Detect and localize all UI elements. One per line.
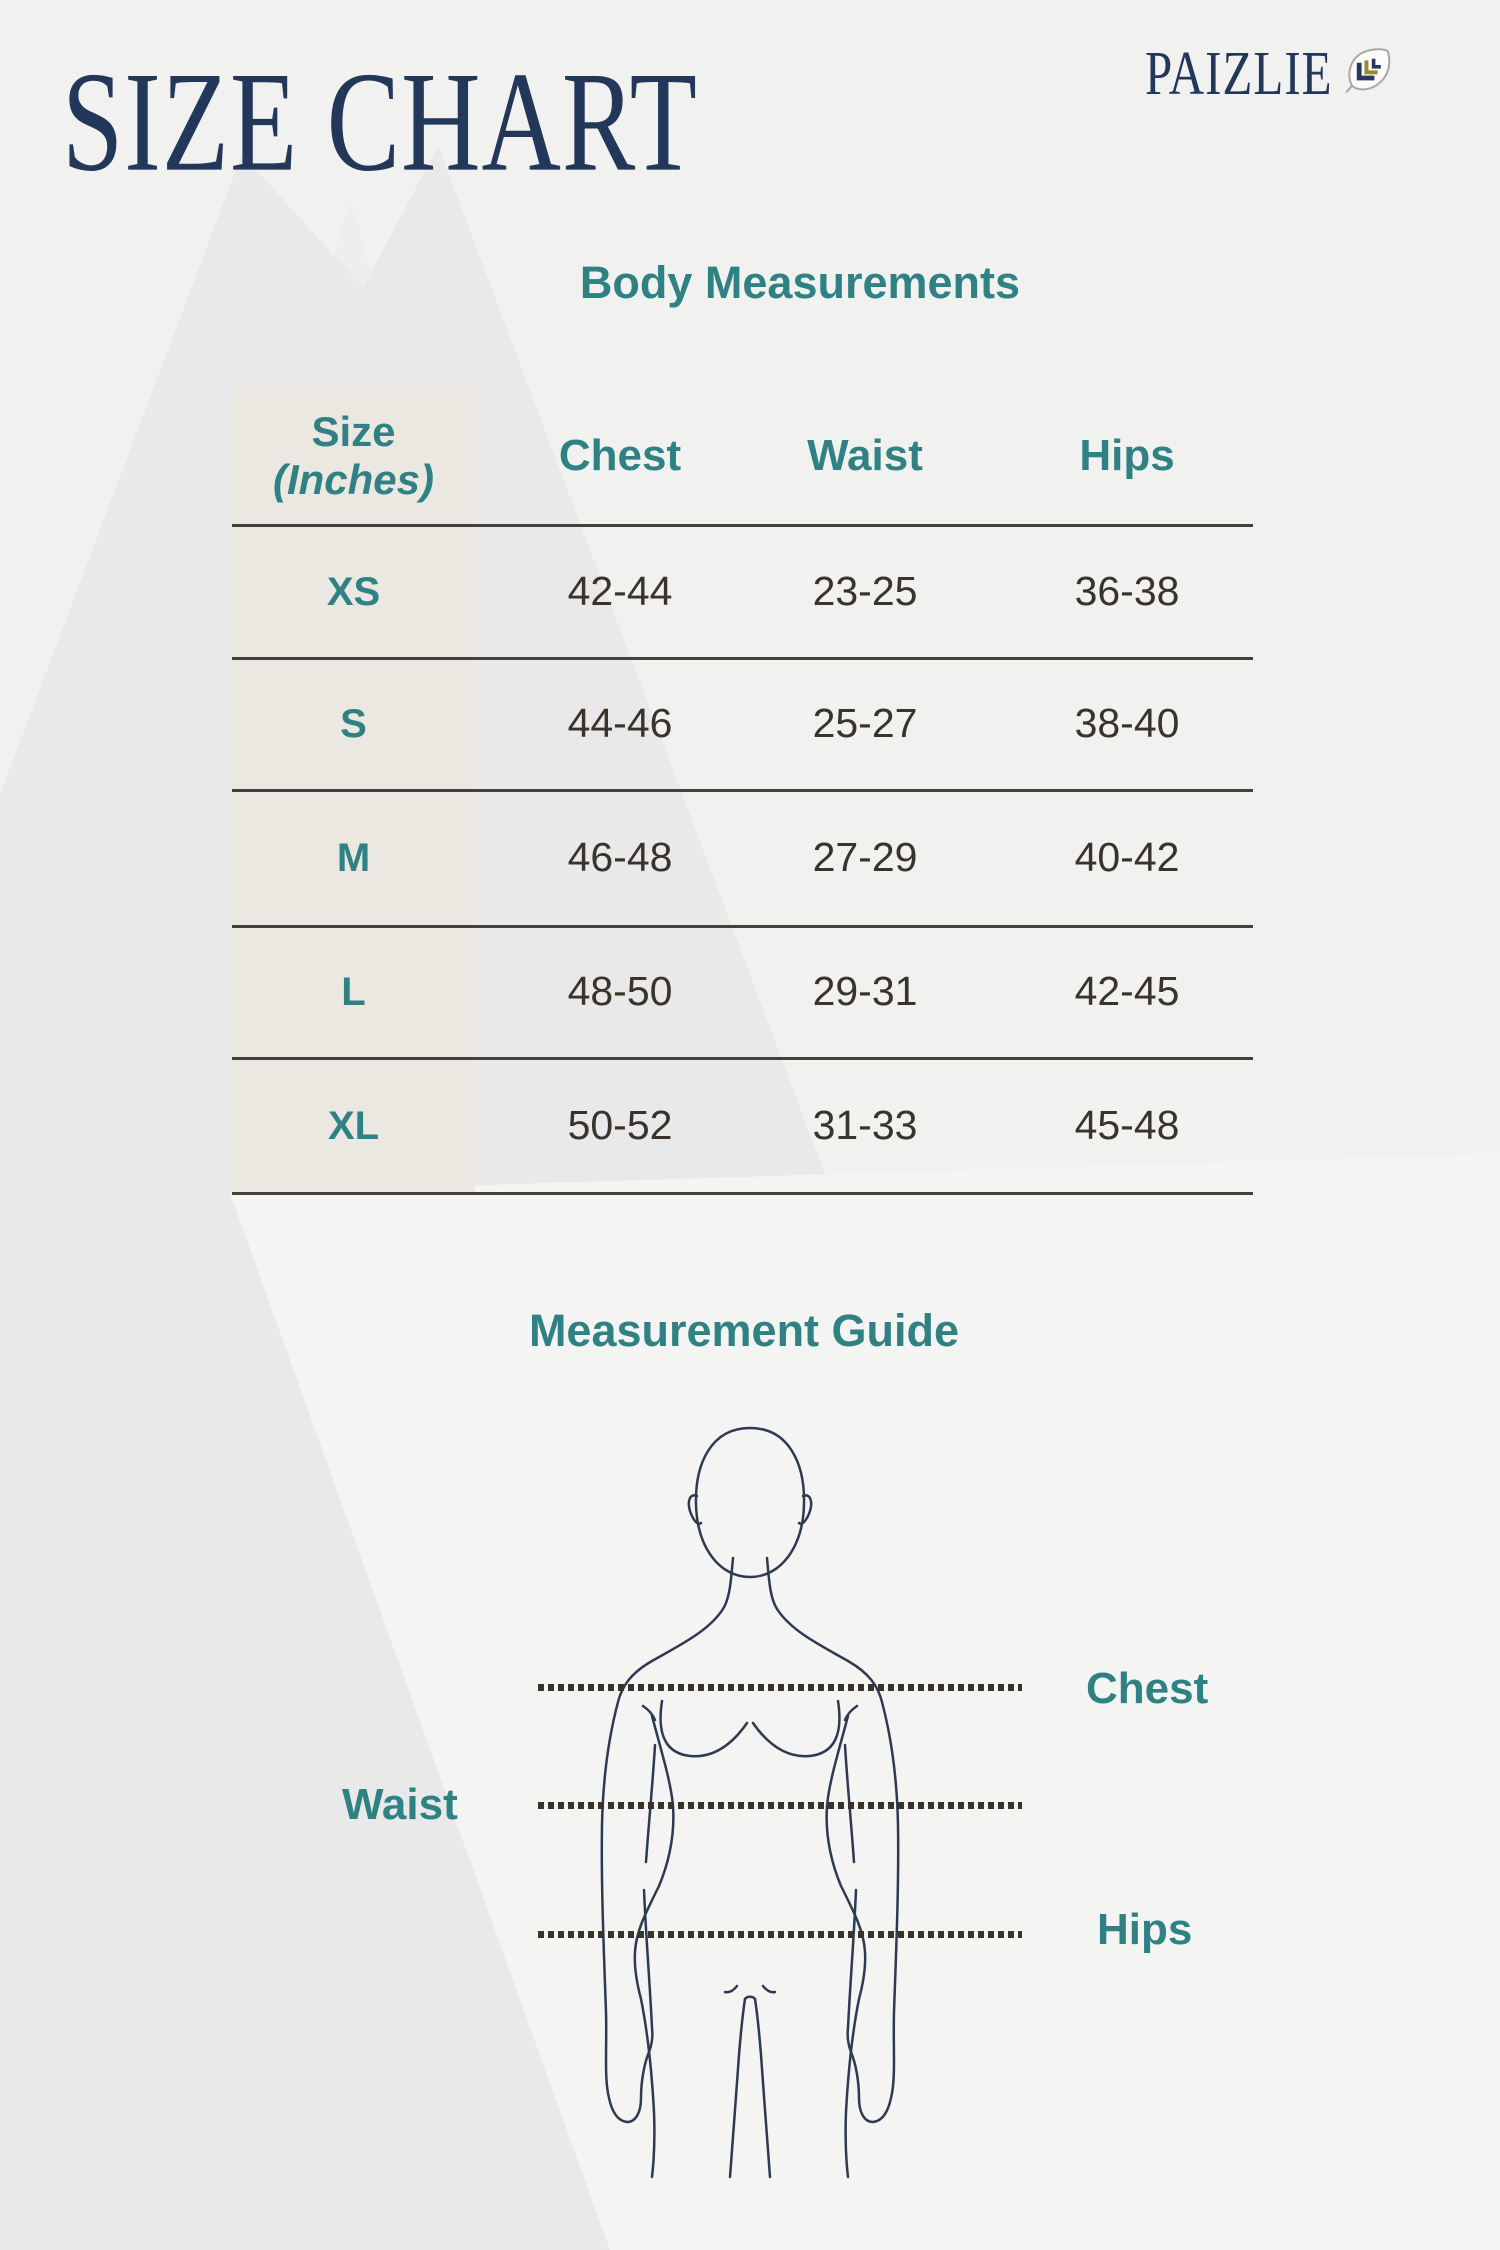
- waist-measure-line: [538, 1802, 1022, 1809]
- size-header-line2: (Inches): [272, 456, 435, 503]
- chest-value: 50-52: [567, 1101, 673, 1148]
- table-row: [232, 926, 1253, 1058]
- size-value: S: [340, 702, 367, 746]
- table-header-row: [232, 387, 1253, 525]
- row-divider: [232, 925, 1253, 928]
- size-value: XS: [326, 569, 381, 614]
- waist-value: 31-33: [812, 1101, 918, 1148]
- table-row: [232, 790, 1253, 926]
- leaf-icon: [1344, 46, 1392, 94]
- body-measurements-heading: Body Measurements: [579, 257, 1021, 308]
- hips-value: 40-42: [1074, 834, 1180, 881]
- waist-value: 29-31: [812, 968, 918, 1015]
- hips-value: 42-45: [1074, 968, 1180, 1015]
- measurement-guide-heading: Measurement Guide: [528, 1305, 960, 1356]
- page-title: SIZE CHART: [62, 42, 698, 201]
- size-header-line1: Size: [311, 407, 396, 455]
- hips-value: 45-48: [1074, 1101, 1180, 1148]
- chest-column-header: Chest: [558, 430, 682, 480]
- waist-value: 27-29: [812, 834, 918, 881]
- row-divider: [232, 789, 1253, 792]
- table-row: [232, 525, 1253, 658]
- table-row: [232, 1058, 1253, 1193]
- chest-value: 46-48: [567, 834, 673, 881]
- size-value: XL: [327, 1103, 380, 1148]
- waist-value: 23-25: [812, 567, 918, 614]
- row-divider: [232, 1057, 1253, 1060]
- waist-column-header: Waist: [807, 430, 923, 480]
- brand-logo-text: PAIZLIE: [1145, 38, 1333, 109]
- row-divider: [232, 524, 1253, 527]
- chest-value: 42-44: [567, 567, 673, 614]
- size-value: L: [341, 970, 366, 1014]
- hips-column-header: Hips: [1079, 430, 1175, 480]
- hips-value: 38-40: [1074, 700, 1180, 747]
- hips-value: 36-38: [1074, 567, 1180, 614]
- row-divider: [232, 1192, 1253, 1195]
- size-value: M: [336, 836, 371, 880]
- row-divider: [232, 657, 1253, 660]
- waist-guide-label: Waist: [342, 1780, 458, 1829]
- hips-guide-label: Hips: [1097, 1905, 1193, 1954]
- waist-value: 25-27: [812, 700, 918, 747]
- chest-value: 44-46: [567, 700, 673, 747]
- table-row: [232, 658, 1253, 790]
- chest-guide-label: Chest: [1086, 1664, 1209, 1713]
- size-column-header: [232, 408, 475, 505]
- chest-measure-line: [538, 1684, 1022, 1691]
- hips-measure-line: [538, 1931, 1022, 1938]
- chest-value: 48-50: [567, 968, 673, 1015]
